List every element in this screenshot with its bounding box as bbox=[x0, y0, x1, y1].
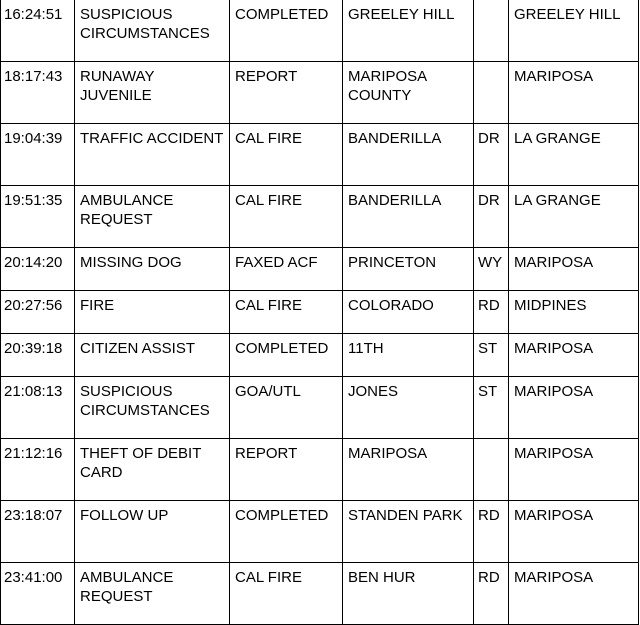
street-cell: STANDEN PARK bbox=[343, 501, 474, 563]
street-suffix-cell: DR bbox=[474, 186, 509, 248]
street-suffix-cell: WY bbox=[474, 248, 509, 291]
street-suffix-cell: ST bbox=[474, 377, 509, 439]
street-suffix-cell bbox=[474, 62, 509, 124]
city-cell: MARIPOSA bbox=[509, 563, 639, 625]
city-cell: LA GRANGE bbox=[509, 124, 639, 186]
disposition-cell: GOA/UTL bbox=[230, 377, 343, 439]
street-suffix-cell: DR bbox=[474, 124, 509, 186]
call-type-cell: FIRE bbox=[75, 291, 230, 334]
call-type-cell: RUNAWAY JUVENILE bbox=[75, 62, 230, 124]
street-suffix-cell: ST bbox=[474, 334, 509, 377]
city-cell: MARIPOSA bbox=[509, 501, 639, 563]
time-cell: 23:41:00 bbox=[1, 563, 75, 625]
city-cell: MARIPOSA bbox=[509, 377, 639, 439]
street-cell: BEN HUR bbox=[343, 563, 474, 625]
call-type-cell: FOLLOW UP bbox=[75, 501, 230, 563]
table-row bbox=[1, 186, 639, 248]
disposition-cell: REPORT bbox=[230, 439, 343, 501]
street-cell: JONES bbox=[343, 377, 474, 439]
street-suffix-cell bbox=[474, 0, 509, 62]
call-type-cell: TRAFFIC ACCIDENT bbox=[75, 124, 230, 186]
disposition-cell: CAL FIRE bbox=[230, 563, 343, 625]
table-row bbox=[1, 377, 639, 439]
disposition-cell: COMPLETED bbox=[230, 501, 343, 563]
disposition-cell: CAL FIRE bbox=[230, 291, 343, 334]
street-suffix-cell: RD bbox=[474, 501, 509, 563]
city-cell: MIDPINES bbox=[509, 291, 639, 334]
street-cell: MARIPOSA bbox=[343, 439, 474, 501]
call-type-cell: THEFT OF DEBIT CARD bbox=[75, 439, 230, 501]
city-cell: LA GRANGE bbox=[509, 186, 639, 248]
street-cell: BANDERILLA bbox=[343, 124, 474, 186]
disposition-cell: FAXED ACF bbox=[230, 248, 343, 291]
city-cell: MARIPOSA bbox=[509, 62, 639, 124]
time-cell: 20:39:18 bbox=[1, 334, 75, 377]
street-cell: PRINCETON bbox=[343, 248, 474, 291]
street-cell: COLORADO bbox=[343, 291, 474, 334]
table-row bbox=[1, 124, 639, 186]
time-cell: 19:04:39 bbox=[1, 124, 75, 186]
time-cell: 16:24:51 bbox=[1, 0, 75, 62]
table-row bbox=[1, 563, 639, 625]
call-type-cell: SUSPICIOUS CIRCUMSTANCES bbox=[75, 0, 230, 62]
table-row bbox=[1, 291, 639, 334]
time-cell: 19:51:35 bbox=[1, 186, 75, 248]
street-cell: BANDERILLA bbox=[343, 186, 474, 248]
time-cell: 23:18:07 bbox=[1, 501, 75, 563]
street-cell: 11TH bbox=[343, 334, 474, 377]
disposition-cell: CAL FIRE bbox=[230, 186, 343, 248]
table-row bbox=[1, 334, 639, 377]
street-cell: MARIPOSA COUNTY bbox=[343, 62, 474, 124]
time-cell: 18:17:43 bbox=[1, 62, 75, 124]
disposition-cell: COMPLETED bbox=[230, 0, 343, 62]
city-cell: MARIPOSA bbox=[509, 439, 639, 501]
disposition-cell: REPORT bbox=[230, 62, 343, 124]
street-cell: GREELEY HILL bbox=[343, 0, 474, 62]
table-row bbox=[1, 248, 639, 291]
time-cell: 21:12:16 bbox=[1, 439, 75, 501]
time-cell: 21:08:13 bbox=[1, 377, 75, 439]
call-type-cell: AMBULANCE REQUEST bbox=[75, 563, 230, 625]
time-cell: 20:14:20 bbox=[1, 248, 75, 291]
table-row bbox=[1, 501, 639, 563]
city-cell: MARIPOSA bbox=[509, 334, 639, 377]
table-row bbox=[1, 62, 639, 124]
table-row bbox=[1, 439, 639, 501]
call-type-cell: MISSING DOG bbox=[75, 248, 230, 291]
table-row bbox=[1, 0, 639, 62]
disposition-cell: COMPLETED bbox=[230, 334, 343, 377]
disposition-cell: CAL FIRE bbox=[230, 124, 343, 186]
street-suffix-cell bbox=[474, 439, 509, 501]
call-type-cell: SUSPICIOUS CIRCUMSTANCES bbox=[75, 377, 230, 439]
time-cell: 20:27:56 bbox=[1, 291, 75, 334]
call-type-cell: AMBULANCE REQUEST bbox=[75, 186, 230, 248]
street-suffix-cell: RD bbox=[474, 291, 509, 334]
city-cell: GREELEY HILL bbox=[509, 0, 639, 62]
call-type-cell: CITIZEN ASSIST bbox=[75, 334, 230, 377]
street-suffix-cell: RD bbox=[474, 563, 509, 625]
city-cell: MARIPOSA bbox=[509, 248, 639, 291]
